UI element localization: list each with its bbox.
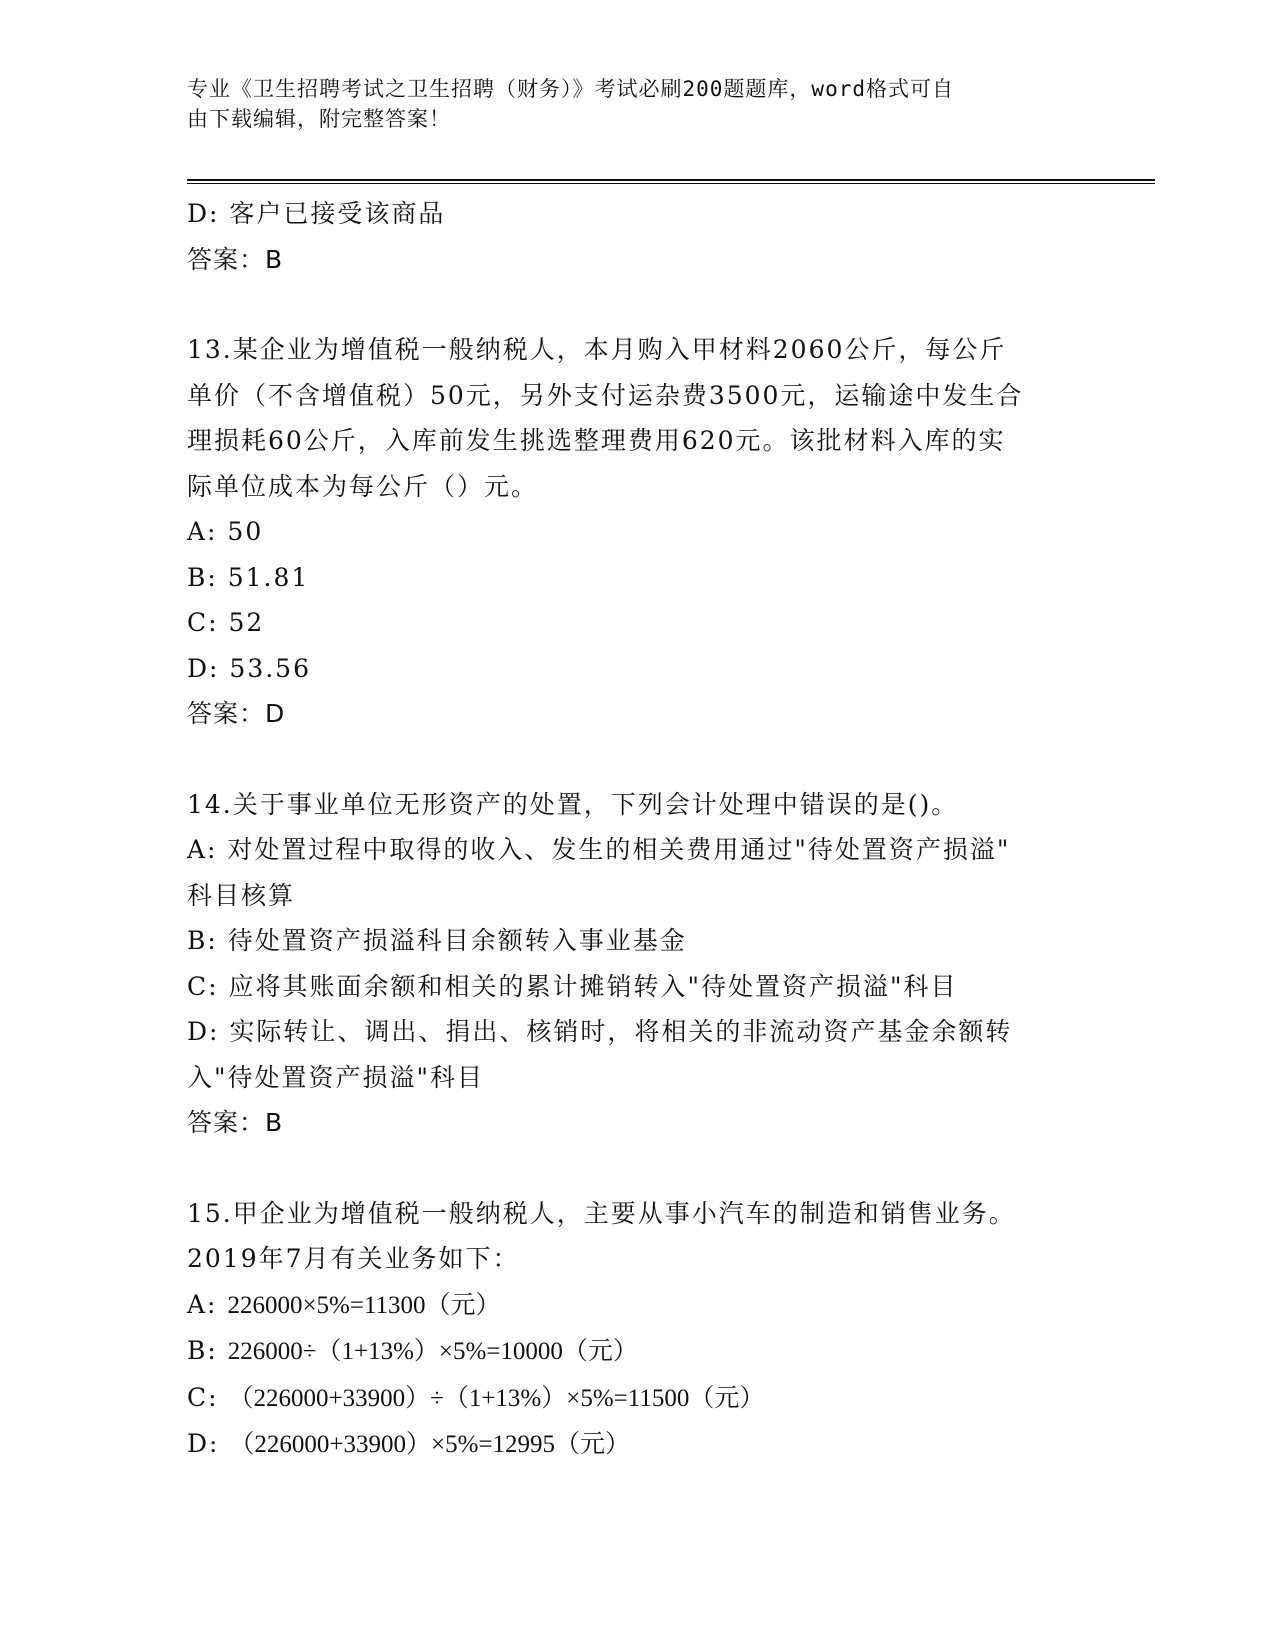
option-c: C: 应将其账面余额和相关的累计摊销转入"待处置资产损溢"科目 [187, 971, 958, 1001]
question-15 [187, 1191, 1087, 1468]
question-stem-line: 理损耗60公斤，入库前发生挑选整理费用620元。该批材料入库的实 [187, 426, 1006, 455]
option-label: A: [187, 1289, 228, 1319]
answer: 答案：B [187, 1108, 284, 1137]
option-b: B: 51.81 [187, 562, 310, 592]
option-a: A: 50 [187, 517, 264, 546]
option-d: D: 53.56 [187, 653, 311, 683]
question-content [187, 191, 1087, 1468]
question-stem-line: 13.某企业为增值税一般纳税人，本月购入甲材料2060公斤，每公斤 [187, 335, 1007, 364]
option-b [187, 1328, 1087, 1375]
option-formula: 226000÷（1+13%）×5%=10000（元） [227, 1338, 638, 1365]
option-c [187, 1375, 1087, 1422]
option-b: B: 待处置资产损溢科目余额转入事业基金 [187, 926, 687, 955]
question-14 [187, 782, 1087, 1146]
option-a: A: 对处置过程中取得的收入、发生的相关费用通过"待处置资产损溢" [187, 835, 1011, 864]
option-d [187, 1421, 1087, 1468]
question-stem-line: 2019年7月有关业务如下： [187, 1244, 520, 1273]
option-formula: （226000+33900）÷（1+13%）×5%=11500（元） [228, 1384, 765, 1412]
option-d-continued: 入"待处置资产损溢"科目 [187, 1062, 484, 1092]
option-formula: （226000+33900）×5%=12995（元） [229, 1431, 631, 1458]
question-stem-line: 15.甲企业为增值税一般纳税人，主要从事小汽车的制造和销售业务。 [187, 1198, 1016, 1228]
option-a [187, 1282, 1087, 1329]
header-divider-thick [187, 179, 1155, 181]
option-c: C: 52 [187, 608, 265, 637]
question-stem: 14.关于事业单位无形资产的处置，下列会计处理中错误的是()。 [187, 789, 959, 819]
option-d: D: 实际转让、调出、捐出、核销时，将相关的非流动资产基金余额转 [187, 1017, 1013, 1046]
answer: 答案：D [187, 699, 286, 728]
document-header [187, 74, 1067, 134]
prev-question-tail [187, 191, 1087, 282]
header-divider-thin [187, 183, 1155, 184]
option-d: D: 客户已接受该商品 [187, 199, 446, 228]
question-13 [187, 327, 1087, 737]
option-label: D: [187, 1429, 230, 1458]
option-label: C: [187, 1382, 229, 1412]
answer: 答案：B [187, 244, 284, 274]
header-line-1: 专业《卫生招聘考试之卫生招聘（财务）》考试必刷200题题库，word格式可自 [187, 77, 954, 101]
option-formula: 226000×5%=11300（元） [227, 1291, 501, 1319]
option-a-continued: 科目核算 [187, 880, 296, 910]
question-stem-line: 际单位成本为每公斤（）元。 [187, 471, 539, 501]
header-line-2: 由下载编辑，附完整答案！ [187, 107, 451, 131]
question-stem-line: 单价（不含增值税）50元，另外支付运杂费3500元，运输途中发生合 [187, 380, 1024, 410]
option-label: B: [187, 1336, 228, 1365]
